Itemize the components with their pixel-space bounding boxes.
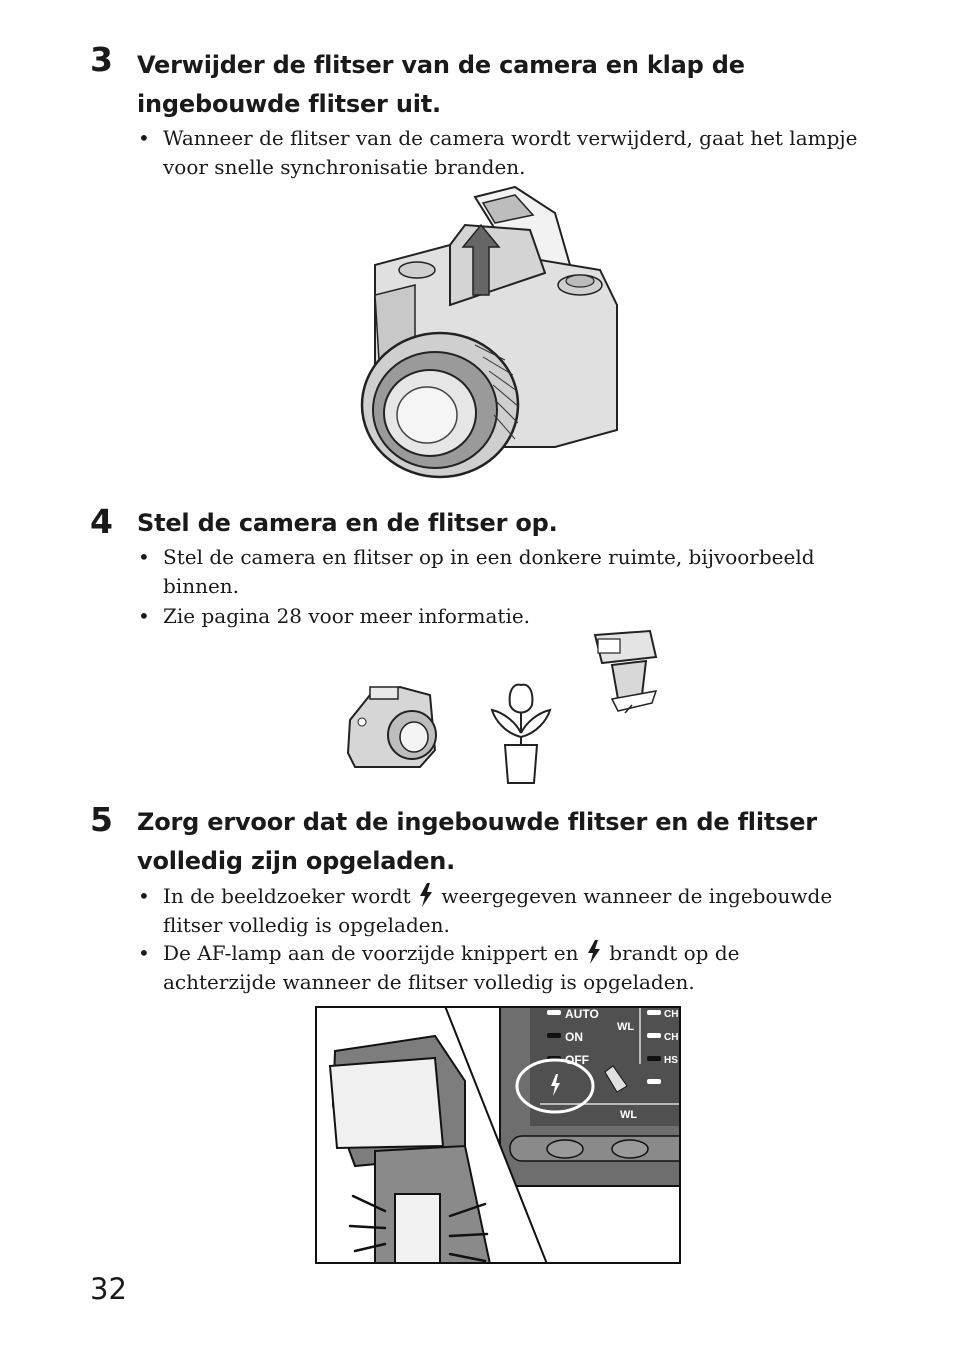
camera-plant-flash-setup-illustration — [340, 625, 670, 790]
step-4-bullet-2-line-1: Zie pagina 28 voor meer informatie. — [163, 604, 531, 628]
bullet-dot: • — [138, 604, 150, 628]
wl-label-bottom: WL — [620, 1109, 638, 1121]
page-number: 32 — [90, 1272, 127, 1306]
mode-label-auto: AUTO — [565, 1007, 599, 1021]
step-4-bullet-1 — [138, 543, 898, 601]
step-3-title-line-2: ingebouwde flitser uit. — [137, 90, 441, 118]
bullet-dot: • — [138, 126, 150, 150]
step-4-bullet-1-line-2: binnen. — [163, 574, 240, 598]
plant-subject-icon — [492, 685, 550, 783]
step-5-bullet-2 — [138, 939, 898, 997]
mode-label-on: ON — [565, 1030, 583, 1044]
camera-with-raised-flash-illustration — [355, 185, 625, 485]
step-4-title: Stel de camera en de flitser op. — [137, 509, 558, 537]
step-5-bullet-2-line-2: achterzijde wanneer de flitser volledig is opgeladen. — [163, 970, 695, 994]
step-3-bullet-1 — [138, 124, 898, 182]
step-4-number: 4 — [90, 502, 113, 541]
step-5-bullet-2-text-before-icon: De AF-lamp aan de voorzijde knippert en — [163, 941, 579, 965]
right-label-hs: HS — [664, 1055, 678, 1066]
right-label-ch-1: CH — [664, 1009, 679, 1020]
bullet-dot: • — [138, 884, 150, 908]
step-3-bullet-1-line-2: voor snelle synchronisatie branden. — [163, 155, 526, 179]
step-5-bullet-1-line-2: flitser volledig is opgeladen. — [163, 913, 450, 937]
step-5-number: 5 — [90, 800, 113, 839]
bullet-dot: • — [138, 545, 150, 569]
wl-label-top: WL — [617, 1021, 635, 1033]
step-5-bullet-1-text-before-icon: In de beeldzoeker wordt — [163, 884, 411, 908]
small-camera-icon — [348, 687, 436, 767]
step-3-title — [137, 46, 897, 124]
step-5-bullet-2-text-after-icon: brandt op de — [609, 941, 740, 965]
step-5-title-line-2: volledig zijn opgeladen. — [137, 847, 456, 875]
bullet-dot: • — [138, 941, 150, 965]
wireless-flash-icon — [595, 631, 656, 713]
right-label-ch-2: CH — [664, 1032, 679, 1043]
step-5-title-line-1: Zorg ervoor dat de ingebouwde flitser en de flitser — [137, 808, 817, 836]
step-4-bullet-1-line-1: Stel de camera en flitser op in een donkere ruimte, bijvoorbeeld — [163, 545, 815, 569]
step-3-bullet-1-line-1: Wanneer de flitser van de camera wordt verwijderd, gaat het lampje — [163, 126, 858, 150]
mode-label-off: OFF — [565, 1053, 589, 1067]
flash-bolt-icon — [587, 940, 601, 964]
flash-charge-indicator-illustration — [315, 1006, 681, 1264]
flash-bolt-icon — [419, 883, 433, 907]
step-3-title-line-1: Verwijder de flitser van de camera en klap de — [137, 51, 745, 79]
step-3-number: 3 — [90, 40, 113, 79]
step-5-bullet-1-text-after-icon: weergegeven wanneer de ingebouwde — [441, 884, 833, 908]
step-5-title — [137, 803, 897, 881]
step-5-bullet-1 — [138, 882, 898, 940]
